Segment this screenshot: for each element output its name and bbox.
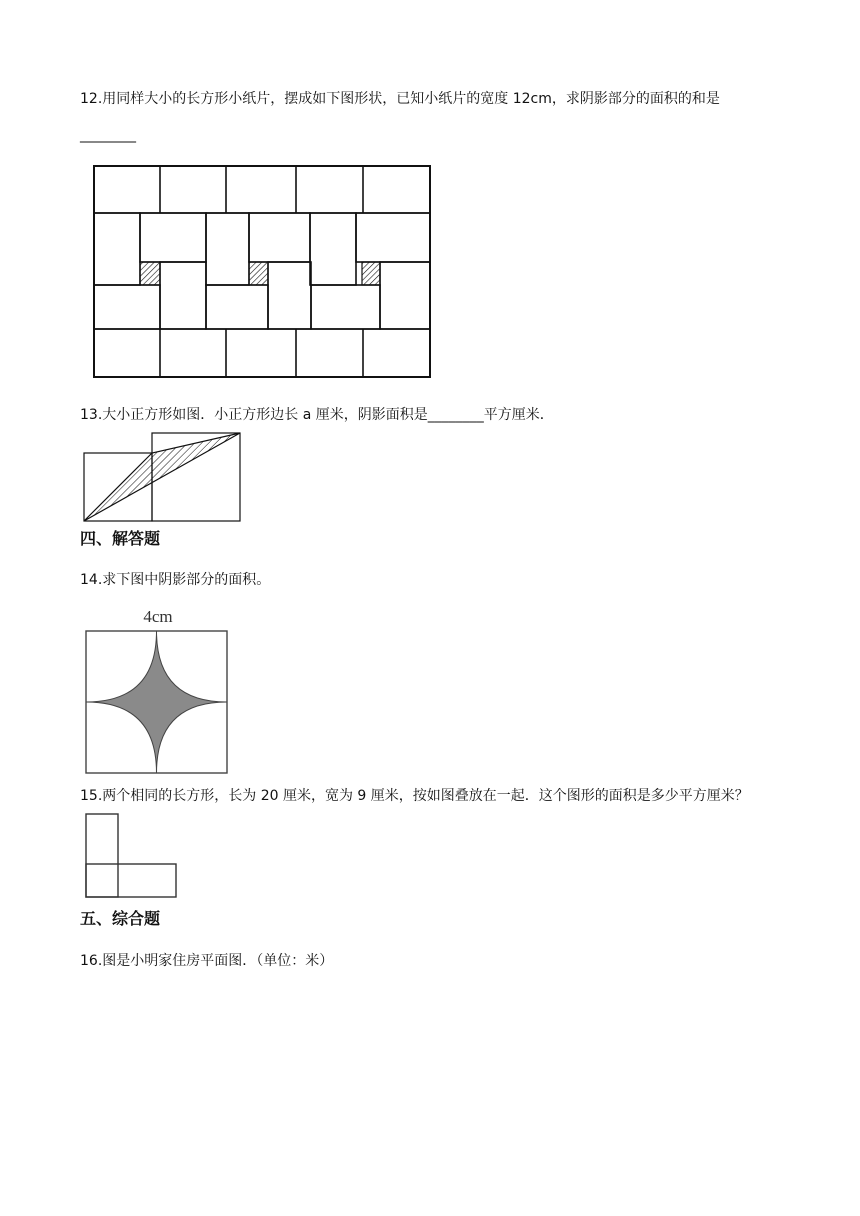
q14-star-figure — [80, 598, 236, 780]
q12-brick-figure — [90, 162, 436, 382]
q12-text: 12.用同样大小的长方形小纸片，摆成如下图形状，已知小纸片的宽度 12cm，求阴影部分的面积的和是 — [80, 91, 720, 107]
q13-text: 13.大小正方形如图．小正方形边长 a 厘米，阴影面积是________平方厘米． — [80, 407, 554, 423]
q14-figure-label: 4cm — [143, 607, 173, 626]
shaded-square — [140, 262, 160, 285]
q12-answer-blank: ________ — [80, 127, 136, 143]
shaded-square — [249, 262, 268, 285]
section-4-title: 四、解答题 — [80, 529, 161, 548]
shaded-star — [86, 631, 227, 773]
section-5-title: 五、综合题 — [80, 909, 161, 928]
q16-text: 16.图是小明家住房平面图．（单位：米） — [80, 953, 334, 969]
shaded-square — [362, 262, 380, 285]
q13-squares-figure — [80, 430, 246, 526]
q15-rectangles-figure — [80, 810, 180, 902]
q14-text: 14.求下图中阴影部分的面积。 — [80, 572, 271, 588]
shaded-triangle — [84, 433, 240, 521]
q15-text: 15.两个相同的长方形，长为 20 厘米，宽为 9 厘米，按如图叠放在一起．这个图形的面积是多少平方厘米？ — [80, 788, 749, 804]
